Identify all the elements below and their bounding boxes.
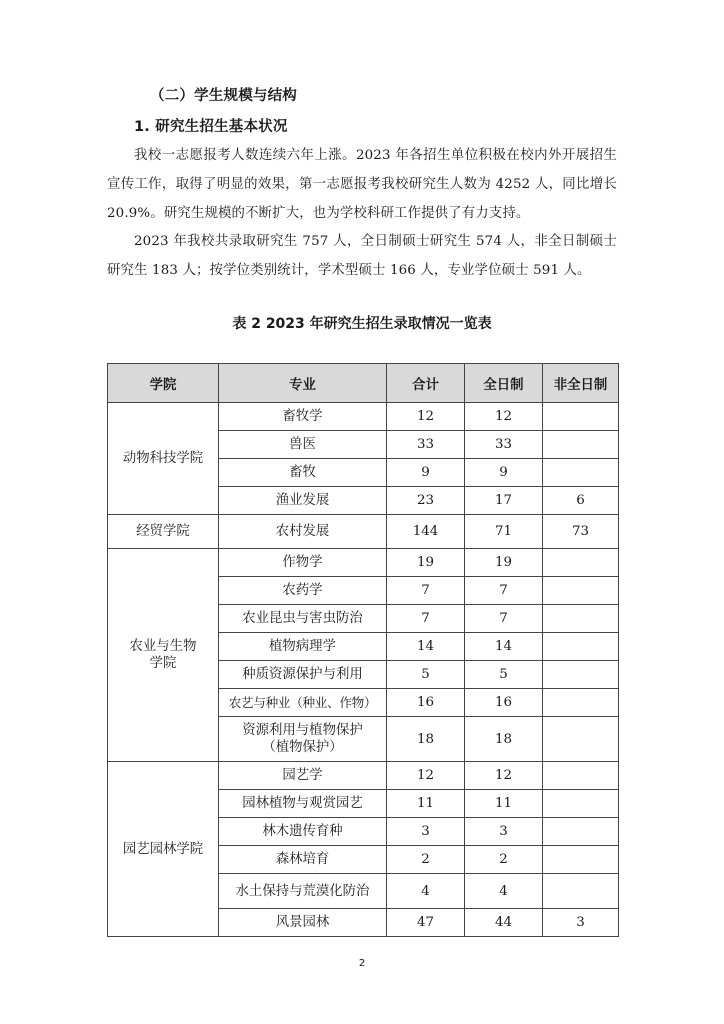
page-number: 2	[358, 958, 366, 969]
table-row	[108, 762, 619, 790]
total-cell: 16	[387, 689, 465, 717]
major-cell: 渔业发展	[219, 487, 387, 515]
full-time-cell: 2	[465, 846, 543, 874]
part-time-cell	[543, 818, 619, 846]
major-cell: 水土保持与荒漠化防治	[219, 874, 387, 909]
total-cell: 11	[387, 790, 465, 818]
part-time-cell	[543, 459, 619, 487]
table-row	[108, 549, 619, 577]
college-cell: 园艺园林学院	[108, 762, 219, 937]
full-time-cell: 12	[465, 403, 543, 431]
college-cell: 经贸学院	[108, 515, 219, 549]
part-time-cell	[543, 874, 619, 909]
major-cell: 农药学	[219, 577, 387, 605]
major-cell: 风景园林	[219, 909, 387, 937]
full-time-cell: 12	[465, 762, 543, 790]
major-cell: 林木遗传育种	[219, 818, 387, 846]
total-cell: 12	[387, 762, 465, 790]
column-header-part-time: 非全日制	[543, 364, 619, 403]
part-time-cell	[543, 577, 619, 605]
major-cell: 植物病理学	[219, 633, 387, 661]
major-cell: 森林培育	[219, 846, 387, 874]
total-cell: 9	[387, 459, 465, 487]
column-header-major: 专业	[219, 364, 387, 403]
major-name-line: 资源利用与植物保护	[242, 723, 363, 738]
major-cell: 农业昆虫与害虫防治	[219, 605, 387, 633]
full-time-cell: 7	[465, 605, 543, 633]
full-time-cell: 16	[465, 689, 543, 717]
part-time-cell	[543, 661, 619, 689]
part-time-cell	[543, 689, 619, 717]
part-time-cell: 6	[543, 487, 619, 515]
college-cell	[108, 549, 219, 762]
major-cell: 园林植物与观赏园艺	[219, 790, 387, 818]
table-row	[108, 515, 619, 549]
paragraph: 2023 年我校共录取研究生 757 人，全日制硕士研究生 574 人，非全日制硕士研究生 183 人；按学位类别统计，学术型硕士 166 人，专业学位硕士 591 人。	[107, 234, 617, 278]
total-cell: 23	[387, 487, 465, 515]
full-time-cell: 11	[465, 790, 543, 818]
part-time-cell	[543, 790, 619, 818]
section-heading: （二）学生规模与结构	[150, 88, 297, 104]
total-cell: 5	[387, 661, 465, 689]
part-time-cell	[543, 846, 619, 874]
total-cell: 12	[387, 403, 465, 431]
part-time-cell	[543, 633, 619, 661]
full-time-cell: 44	[465, 909, 543, 937]
full-time-cell: 18	[465, 717, 543, 762]
subsection-heading: 1. 研究生招生基本状况	[134, 119, 288, 135]
part-time-cell	[543, 717, 619, 762]
total-cell: 33	[387, 431, 465, 459]
table-caption: 表 2 2023 年研究生招生录取情况一览表	[232, 316, 492, 332]
major-cell: 农村发展	[219, 515, 387, 549]
full-time-cell: 7	[465, 577, 543, 605]
major-cell: 畜牧学	[219, 403, 387, 431]
full-time-cell: 3	[465, 818, 543, 846]
major-cell: 园艺学	[219, 762, 387, 790]
total-cell: 7	[387, 605, 465, 633]
total-cell: 3	[387, 818, 465, 846]
total-cell: 7	[387, 577, 465, 605]
table-row	[108, 403, 619, 431]
part-time-cell	[543, 605, 619, 633]
column-header-full-time: 全日制	[465, 364, 543, 403]
part-time-cell	[543, 549, 619, 577]
full-time-cell: 33	[465, 431, 543, 459]
part-time-cell: 73	[543, 515, 619, 549]
major-name-line: （植物保护）	[262, 740, 343, 755]
full-time-cell: 14	[465, 633, 543, 661]
total-cell: 47	[387, 909, 465, 937]
paragraph: 我校一志愿报考人数连续六年上涨。2023 年各招生单位积极在校内外开展招生宣传工作，取得了明显的效果，第一志愿报考我校研究生人数为 4252 人，同比增长 20.9%。研究生规模的不断扩大，也为学校科研工作提供了有力支持。	[107, 148, 617, 221]
college-name-line: 学院	[149, 656, 177, 671]
major-cell: 农艺与种业（种业、作物）	[219, 689, 387, 717]
major-cell: 种质资源保护与利用	[219, 661, 387, 689]
major-cell: 作物学	[219, 549, 387, 577]
column-header-total: 合计	[387, 364, 465, 403]
major-cell: 畜牧	[219, 459, 387, 487]
table-header-row	[108, 364, 619, 403]
college-cell: 动物科技学院	[108, 403, 219, 515]
total-cell: 2	[387, 846, 465, 874]
total-cell: 18	[387, 717, 465, 762]
part-time-cell: 3	[543, 909, 619, 937]
full-time-cell: 5	[465, 661, 543, 689]
column-header-college: 学院	[108, 364, 219, 403]
full-time-cell: 9	[465, 459, 543, 487]
full-time-cell: 71	[465, 515, 543, 549]
enrollment-table	[107, 363, 619, 937]
total-cell: 14	[387, 633, 465, 661]
total-cell: 4	[387, 874, 465, 909]
full-time-cell: 4	[465, 874, 543, 909]
total-cell: 19	[387, 549, 465, 577]
major-cell	[219, 717, 387, 762]
part-time-cell	[543, 403, 619, 431]
college-name-line: 农业与生物	[129, 639, 197, 654]
part-time-cell	[543, 762, 619, 790]
part-time-cell	[543, 431, 619, 459]
full-time-cell: 17	[465, 487, 543, 515]
total-cell: 144	[387, 515, 465, 549]
full-time-cell: 19	[465, 549, 543, 577]
major-cell: 兽医	[219, 431, 387, 459]
